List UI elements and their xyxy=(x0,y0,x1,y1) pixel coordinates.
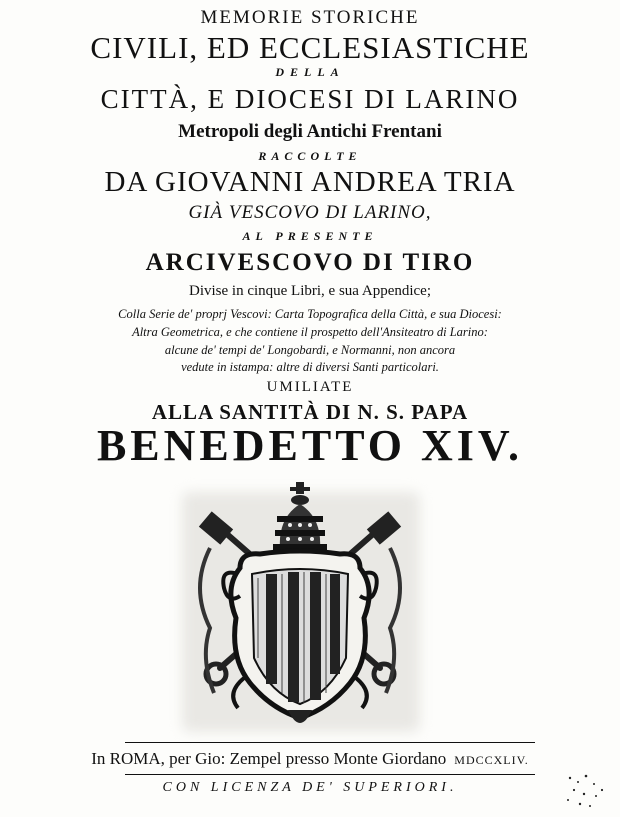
imprint xyxy=(0,750,620,767)
license-line: CON LICENZA DE' SUPERIORI. xyxy=(162,780,458,795)
author-title-present: ARCIVESCOVO DI TIRO xyxy=(145,249,475,276)
pope-name: BENEDETTO XIV. xyxy=(96,421,524,470)
page-speckle-marks xyxy=(560,770,610,810)
description-line-3: alcune de' tempi de' Longobardi, e Normanni, non ancora xyxy=(164,343,456,357)
title-line-memorie: MEMORIE STORICHE xyxy=(200,7,420,28)
imprint-rule-top xyxy=(125,742,535,743)
subtitle-metropoli: Metropoli degli Antichi Frentani xyxy=(178,121,442,142)
title-line-al-presente: AL PRESENTE xyxy=(242,229,378,243)
title-line-civili: CIVILI, ED ECCLESIASTICHE xyxy=(90,30,530,65)
description-line-2: Altra Geometrica, e che contiene il prospetto dell'Ansiteatro di Larino: xyxy=(132,325,488,339)
description-line-4: vedute in istampa: altre di diversi Santi particolari. xyxy=(181,360,439,374)
title-line-umiliate: UMILIATE xyxy=(266,379,354,395)
description-books: Divise in cinque Libri, e sua Appendice; xyxy=(188,283,432,299)
dedication-line: ALLA SANTITÀ DI N. S. PAPA xyxy=(151,400,469,424)
imprint-year: MDCCXLIV. xyxy=(454,753,529,767)
imprint-rule-bottom xyxy=(125,774,535,775)
title-line-della: DELLA xyxy=(275,65,345,79)
imprint-place-printer: In ROMA, per Gio: Zempel presso Monte Giordano xyxy=(91,749,447,768)
author-name: DA GIOVANNI ANDREA TRIA xyxy=(104,166,516,198)
author-title-former: GIÀ VESCOVO DI LARINO, xyxy=(188,202,432,223)
title-line-citta: CITTÀ, E DIOCESI DI LARINO xyxy=(100,84,520,114)
papal-coat-of-arms-icon xyxy=(180,478,420,736)
title-line-raccolte: RACCOLTE xyxy=(258,149,362,163)
description-line-1: Colla Serie de' proprj Vescovi: Carta Topografica della Città, e sua Diocesi: xyxy=(118,307,502,321)
